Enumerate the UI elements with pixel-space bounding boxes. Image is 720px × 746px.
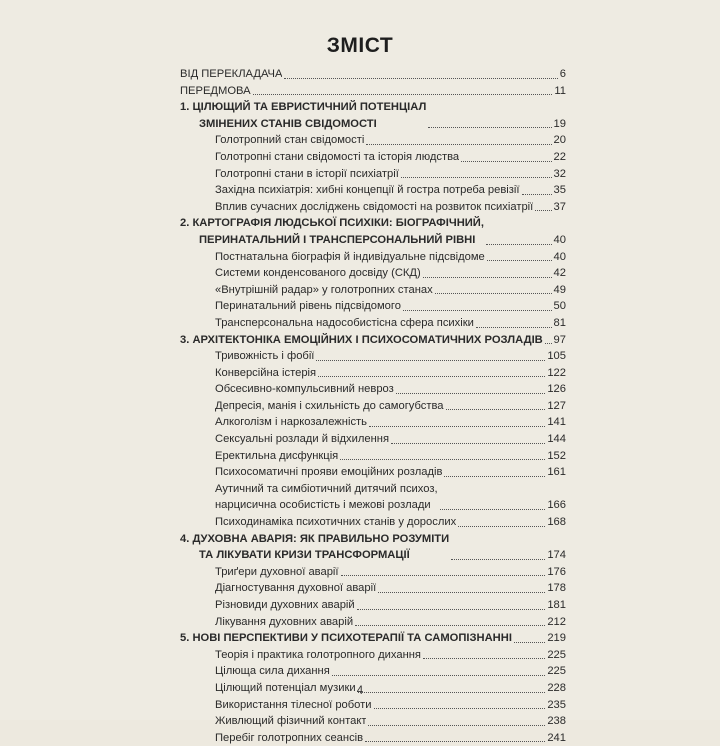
dot-leader xyxy=(486,244,552,245)
toc-entry-line: Цілюща сила дихання xyxy=(215,665,330,678)
toc-section-entry xyxy=(180,414,566,431)
dot-leader xyxy=(284,78,557,79)
toc-section-entry xyxy=(180,481,566,514)
toc-page-number: 126 xyxy=(547,383,566,396)
dot-leader xyxy=(365,741,545,742)
toc-section-entry xyxy=(180,713,566,730)
toc-entry-line: Використання тілесної роботи xyxy=(215,698,372,711)
toc-entry-title xyxy=(215,249,485,266)
toc-entry-line: Вплив сучасних досліджень свідомості на розвиток психіатрії xyxy=(215,200,534,213)
toc-entry-title xyxy=(215,663,330,680)
toc-page-number: 225 xyxy=(547,665,566,678)
dot-leader xyxy=(423,277,552,278)
dot-leader xyxy=(458,526,545,527)
dot-leader xyxy=(487,260,552,261)
toc-section-entry xyxy=(180,298,566,315)
dot-leader xyxy=(366,144,551,145)
toc-section-entry xyxy=(180,663,566,680)
toc-page-number: 32 xyxy=(553,167,566,180)
dot-leader xyxy=(391,443,545,444)
toc-section-entry xyxy=(180,315,566,332)
dot-leader xyxy=(428,127,551,128)
page-title: ЗМІСТ xyxy=(326,34,394,57)
toc-page-number: 97 xyxy=(553,333,566,346)
toc-entry-line: Теорія і практика голотропного дихання xyxy=(215,648,421,661)
dot-leader xyxy=(340,459,545,460)
toc-entry-title xyxy=(215,132,364,149)
toc-entry-title xyxy=(215,381,394,398)
toc-page-number: 20 xyxy=(553,134,566,147)
toc-page-number: 168 xyxy=(547,516,566,529)
toc-page-number: 166 xyxy=(547,499,566,512)
toc-section-entry xyxy=(180,580,566,597)
toc-entry-line: ТА ЛІКУВАТИ КРИЗИ ТРАНСФОРМАЦІЇ xyxy=(199,549,410,562)
toc-entry-line: Депресія, манія і схильність до самогубства xyxy=(215,399,444,412)
toc-entry xyxy=(180,83,566,100)
toc-entry-line: Психосоматичні прояви емоційних розладів xyxy=(215,466,443,479)
dot-leader xyxy=(318,376,545,377)
toc-entry-title xyxy=(180,531,449,564)
toc-page-number: 19 xyxy=(553,117,566,130)
toc-page-number: 81 xyxy=(553,316,566,329)
toc-page-number: 181 xyxy=(547,599,566,611)
dot-leader xyxy=(545,343,552,344)
toc-page-number: 176 xyxy=(547,565,566,578)
toc-entry-title xyxy=(215,315,474,332)
toc-entry-title xyxy=(215,730,363,746)
dot-leader xyxy=(461,161,551,162)
toc-section-entry xyxy=(180,249,566,266)
dot-leader xyxy=(451,559,545,560)
toc-entry-title xyxy=(215,265,421,282)
toc-entry-line: Перебіг голотропних сеансів xyxy=(215,731,364,744)
toc-entry-line: Психодинаміка психотичних станів у дорослих xyxy=(215,516,457,529)
dot-leader xyxy=(401,177,552,178)
toc-page-number: 42 xyxy=(553,267,566,280)
toc-entry-line: 2. КАРТОГРАФІЯ ЛЮДСЬКОЇ ПСИХІКИ: БІОГРАФІЧНИЙ, xyxy=(180,217,484,230)
toc-page-number: 105 xyxy=(547,350,566,363)
toc-section-entry xyxy=(180,647,566,664)
toc-entry-line: 1. ЦІЛЮЩИЙ ТА ЕВРИСТИЧНИЙ ПОТЕНЦІАЛ xyxy=(180,101,427,114)
toc-entry-title xyxy=(215,464,442,481)
toc-page-number: 37 xyxy=(553,200,566,213)
toc-entry-title xyxy=(215,182,520,199)
toc-entry-title xyxy=(215,713,366,730)
toc-entry-line: Трансперсональна надособистісна сфера психіки xyxy=(215,316,474,329)
toc-section-entry xyxy=(180,265,566,282)
toc-section-entry xyxy=(180,282,566,299)
toc-page-number: 49 xyxy=(553,283,566,296)
toc-entry-title xyxy=(215,481,438,514)
toc-page-number: 219 xyxy=(547,632,566,645)
toc-entry-title xyxy=(215,282,433,299)
dot-leader xyxy=(368,725,545,726)
toc-chapter-entry xyxy=(180,99,566,132)
toc-entry-title xyxy=(215,199,533,216)
dot-leader xyxy=(435,293,552,294)
toc-entry-title xyxy=(215,597,355,614)
toc-entry-line: Еректильна дисфункція xyxy=(215,449,339,462)
toc-entry-line: «Внутрішній радар» у голотропних станах xyxy=(215,283,433,296)
toc-entry-title xyxy=(215,431,389,448)
toc-page-number: 50 xyxy=(553,300,566,313)
dot-leader xyxy=(446,409,546,410)
dot-leader xyxy=(403,310,552,311)
toc-section-entry xyxy=(180,199,566,216)
toc-entry-title xyxy=(215,514,456,531)
toc-page-number: 212 xyxy=(547,615,566,628)
dot-leader xyxy=(369,426,545,427)
toc-page-number: 144 xyxy=(547,433,566,446)
toc-section-entry xyxy=(180,166,566,183)
toc-page-number: 122 xyxy=(547,366,566,379)
dot-leader xyxy=(535,210,551,211)
toc-entry-line: 5. НОВІ ПЕРСПЕКТИВИ У ПСИХОТЕРАПІЇ ТА САМОПІЗНАННІ xyxy=(180,632,512,645)
dot-leader xyxy=(357,609,546,610)
toc-page-number: 178 xyxy=(547,582,566,595)
toc-section-entry xyxy=(180,514,566,531)
toc-entry-title xyxy=(180,66,282,83)
toc-entry-title xyxy=(215,298,401,315)
dot-leader xyxy=(423,658,545,659)
table-of-contents xyxy=(180,66,566,746)
toc-entry-title xyxy=(215,580,376,597)
dot-leader xyxy=(522,194,552,195)
page-number: 4 xyxy=(356,685,364,697)
toc-page-number: 22 xyxy=(553,150,566,163)
toc-entry-title xyxy=(180,99,426,132)
toc-entry-title xyxy=(180,630,512,647)
toc-entry-line: Сексуальні розлади й відхилення xyxy=(215,433,390,446)
toc-section-entry xyxy=(180,730,566,746)
toc-entry-line: Різновиди духовних аварій xyxy=(215,599,355,611)
toc-section-entry xyxy=(180,697,566,714)
toc-entry-title xyxy=(180,332,543,349)
toc-page-number: 152 xyxy=(547,449,566,462)
toc-entry-title xyxy=(215,348,314,365)
toc-section-entry xyxy=(180,464,566,481)
toc-section-entry xyxy=(180,564,566,581)
toc-entry-title xyxy=(215,166,399,183)
toc-entry-line: 4. ДУХОВНА АВАРІЯ: ЯК ПРАВИЛЬНО РОЗУМІТИ xyxy=(180,532,450,545)
toc-entry-title xyxy=(215,448,338,465)
toc-page-number: 174 xyxy=(547,549,566,562)
toc-page-number: 161 xyxy=(547,466,566,479)
dot-leader xyxy=(316,360,545,361)
dot-leader xyxy=(332,675,546,676)
toc-entry-line: Аутичний та симбіотичний дитячий психоз, xyxy=(215,482,438,495)
dot-leader xyxy=(514,642,545,643)
toc-page-number: 141 xyxy=(547,416,566,429)
toc-entry-title xyxy=(180,215,484,248)
toc-section-entry xyxy=(180,348,566,365)
dot-leader xyxy=(396,393,546,394)
toc-page-number: 35 xyxy=(553,184,566,197)
toc-page-number: 241 xyxy=(547,731,566,744)
toc-chapter-entry xyxy=(180,215,566,248)
toc-entry-line: Тривожність і фобії xyxy=(215,350,315,363)
toc-entry-line: Цілющий потенціал музики xyxy=(215,681,356,694)
toc-entry-title xyxy=(215,647,421,664)
toc-entry-line: Лікування духовних аварій xyxy=(215,615,354,628)
toc-section-entry xyxy=(180,398,566,415)
dot-leader xyxy=(341,575,546,576)
dot-leader xyxy=(440,509,546,510)
toc-entry-line: ПЕРЕДМОВА xyxy=(180,84,251,97)
toc-entry-line: Конверсійна істерія xyxy=(215,366,317,379)
toc-section-entry xyxy=(180,597,566,614)
toc-page-number: 40 xyxy=(553,250,566,263)
toc-entry-line: Голотропні стани свідомості та історія людства xyxy=(215,150,460,163)
toc-entry-title xyxy=(180,83,251,100)
dot-leader xyxy=(374,708,546,709)
toc-entry-title xyxy=(215,614,353,631)
dot-leader xyxy=(476,327,552,328)
toc-page-number: 225 xyxy=(547,648,566,661)
toc-entry-line: Триґери духовної аварії xyxy=(215,565,339,578)
toc-chapter-entry xyxy=(180,332,566,349)
toc-entry-line: Системи конденсованого досвіду (СКД) xyxy=(215,267,421,280)
toc-entry-title xyxy=(215,697,372,714)
toc-section-entry xyxy=(180,614,566,631)
toc-entry-line: ПЕРИНАТАЛЬНИЙ І ТРАНСПЕРСОНАЛЬНИЙ РІВНІ xyxy=(199,233,476,246)
toc-section-entry xyxy=(180,132,566,149)
toc-section-entry xyxy=(180,149,566,166)
toc-entry-title xyxy=(215,414,367,431)
toc-page-number: 6 xyxy=(559,68,566,80)
dot-leader xyxy=(355,625,545,626)
toc-page-number: 228 xyxy=(547,681,566,694)
toc-section-entry xyxy=(180,448,566,465)
toc-entry xyxy=(180,66,566,83)
toc-section-entry xyxy=(180,365,566,382)
toc-entry-line: Західна психіатрія: хибні концепції й гостра потреба ревізії xyxy=(215,184,520,197)
toc-entry-line: Голотропні стани в історії психіатрії xyxy=(215,167,399,180)
toc-page-number: 11 xyxy=(554,84,566,97)
toc-chapter-entry xyxy=(180,630,566,647)
toc-chapter-entry xyxy=(180,531,566,564)
toc-section-entry xyxy=(180,182,566,199)
dot-leader xyxy=(378,592,545,593)
toc-entry-line: Голотропний стан свідомості xyxy=(215,134,365,147)
toc-entry-line: нарцисична особистість і межові розлади xyxy=(215,499,431,512)
toc-entry-line: Діагностування духовної аварії xyxy=(215,582,377,595)
dot-leader xyxy=(253,94,553,95)
dot-leader xyxy=(444,476,545,477)
toc-entry-line: ВІД ПЕРЕКЛАДАЧА xyxy=(180,68,283,80)
toc-entry-line: Перинатальний рівень підсвідомого xyxy=(215,300,401,313)
toc-entry-title xyxy=(215,365,316,382)
toc-page-number: 235 xyxy=(547,698,566,711)
toc-section-entry xyxy=(180,381,566,398)
toc-page-number: 40 xyxy=(553,233,566,246)
toc-entry-line: Алкоголізм і наркозалежність xyxy=(215,416,367,429)
toc-entry-line: Живлющий фізичний контакт xyxy=(215,715,367,728)
toc-entry-line: ЗМІНЕНИХ СТАНІВ СВІДОМОСТІ xyxy=(199,117,377,130)
toc-entry-title xyxy=(215,398,444,415)
toc-page-number: 127 xyxy=(547,399,566,412)
toc-entry-line: Постнатальна біографія й індивідуальне підсвідоме xyxy=(215,250,485,263)
toc-page-number: 238 xyxy=(547,715,566,728)
toc-entry-title xyxy=(215,149,459,166)
toc-entry-line: 3. АРХІТЕКТОНІКА ЕМОЦІЙНИХ І ПСИХОСОМАТИЧНИХ РОЗЛАДІВ xyxy=(180,333,543,346)
toc-section-entry xyxy=(180,431,566,448)
toc-entry-title xyxy=(215,564,339,581)
toc-entry-line: Обсесивно-компульсивний невроз xyxy=(215,383,394,396)
